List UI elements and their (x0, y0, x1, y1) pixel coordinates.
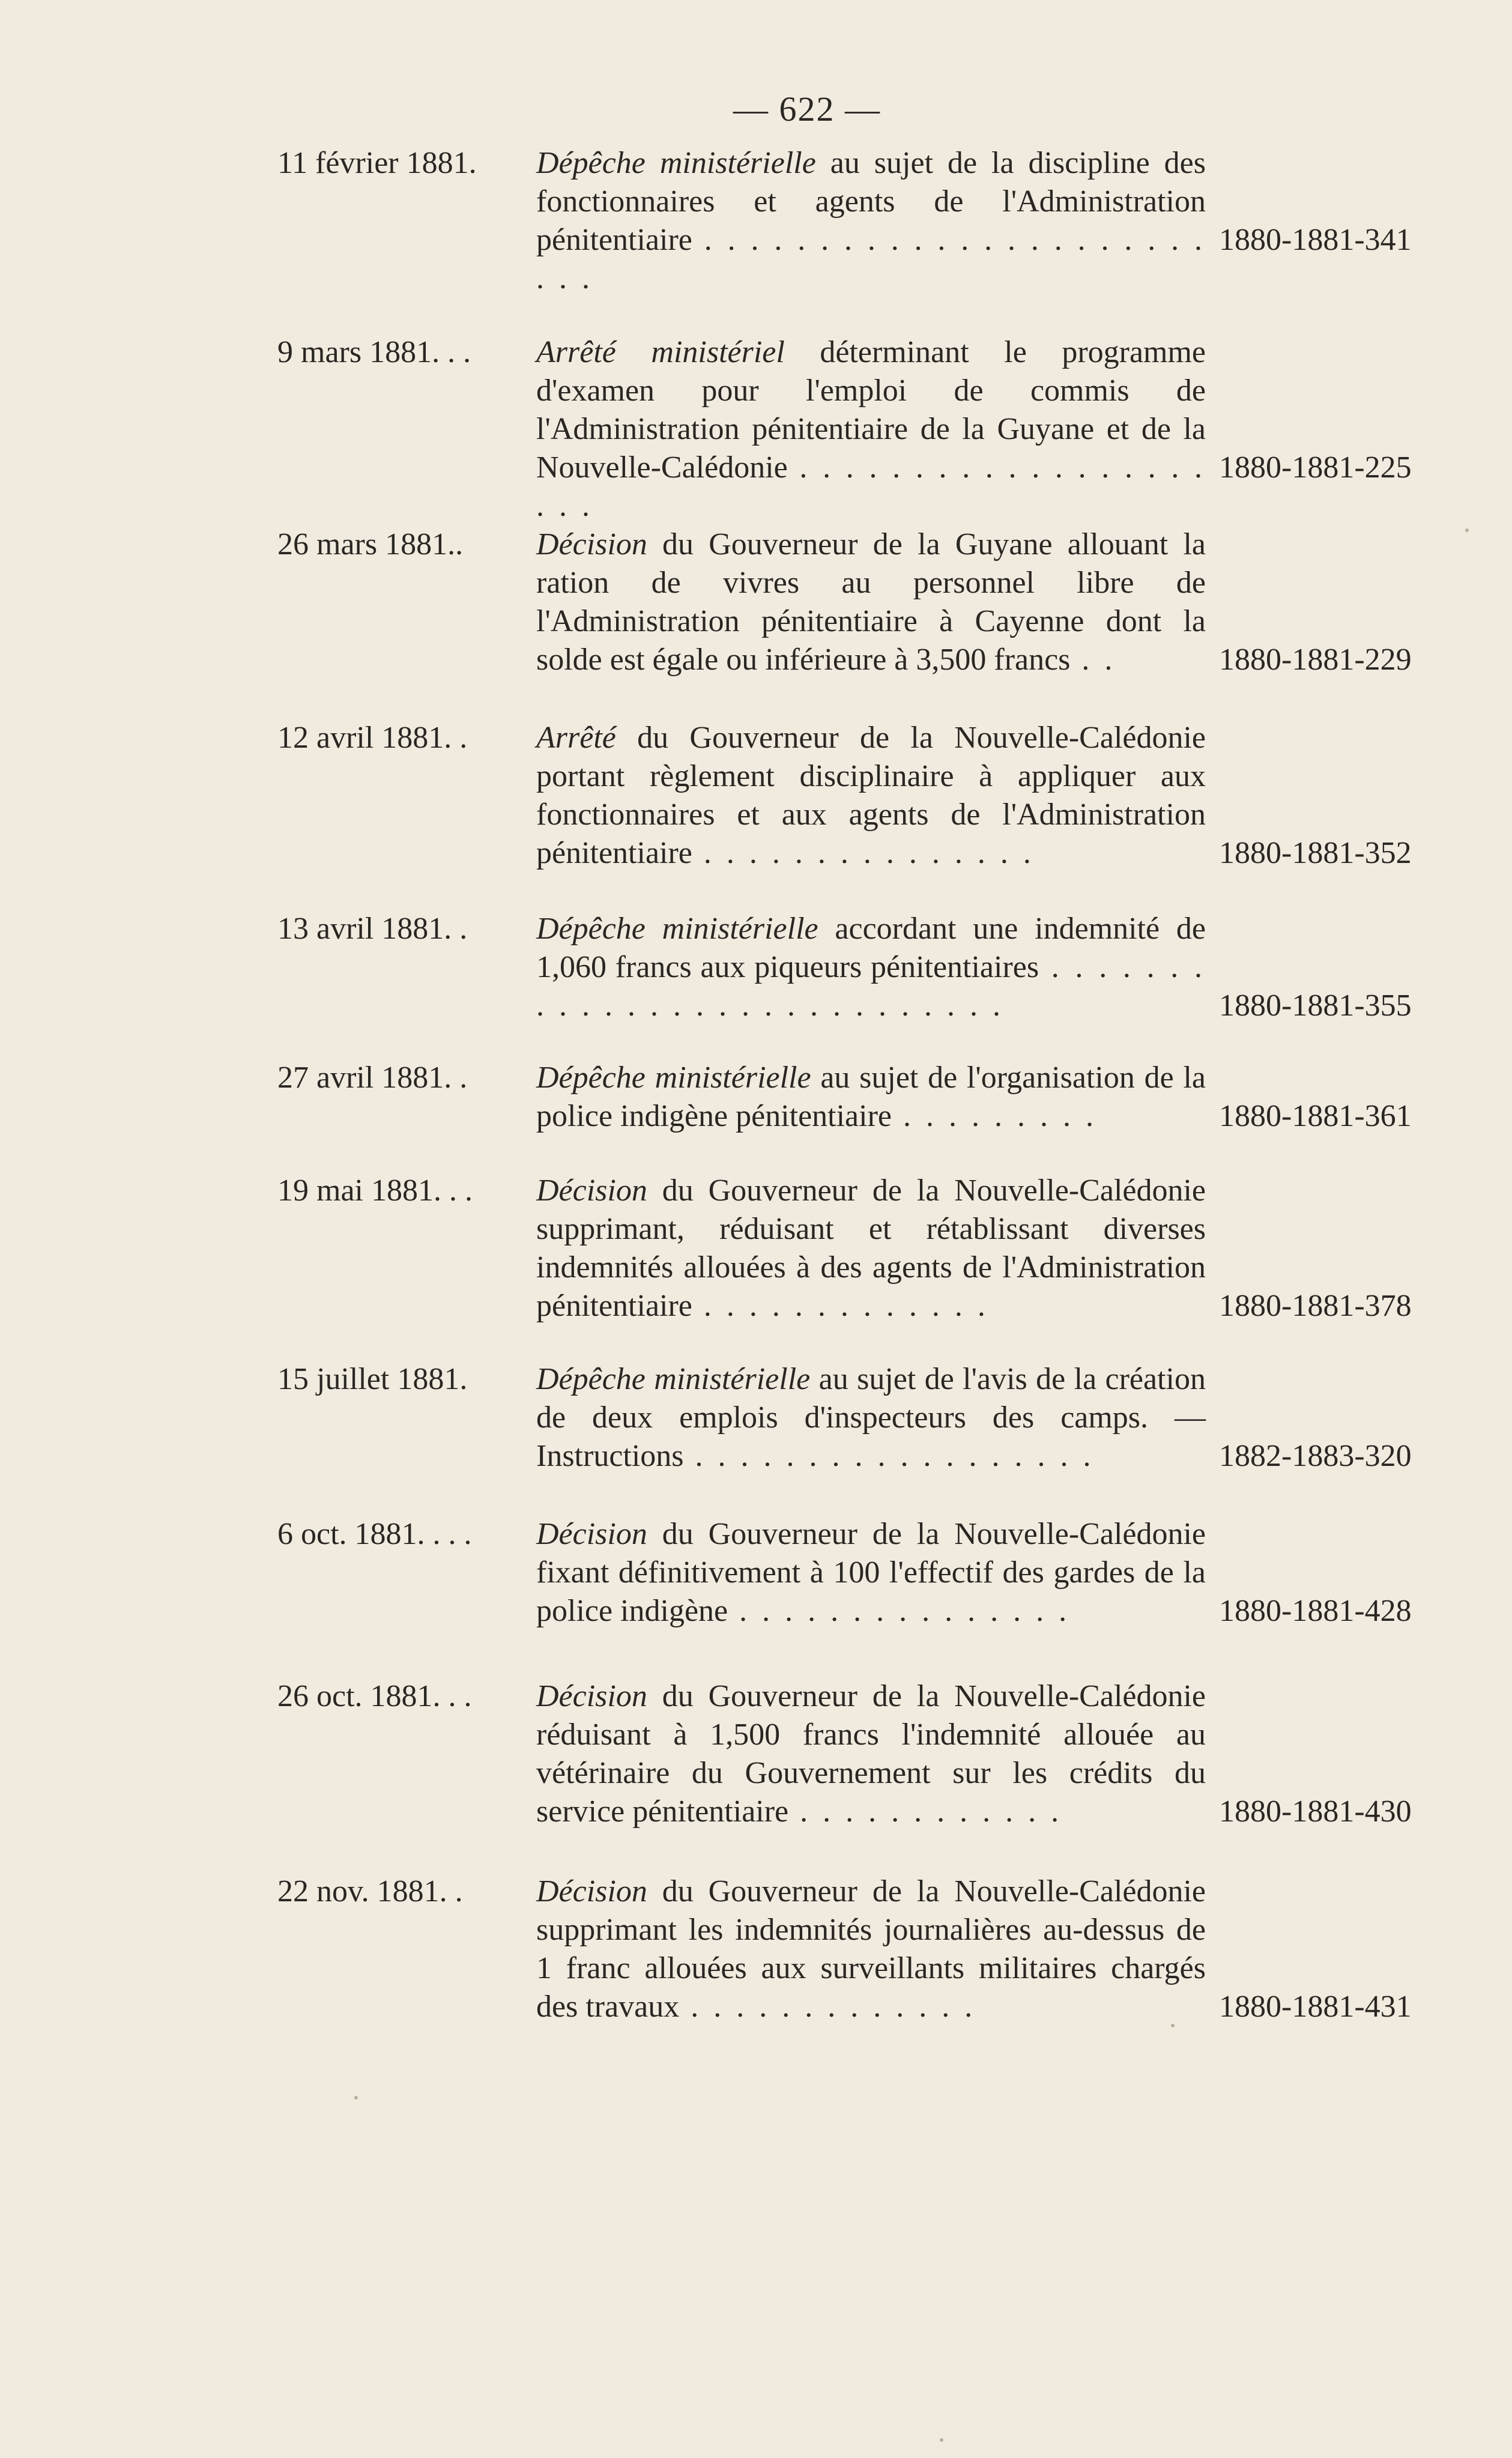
entry-description (536, 1872, 1206, 2026)
entry (0, 1360, 1512, 1515)
entry-act-type: Dépêche ministérielle (536, 1362, 811, 1396)
entry (0, 144, 1512, 333)
entry-reference: 1882-1883-320 (1219, 1439, 1412, 1473)
entry-reference: 1880-1881-341 (1219, 223, 1412, 257)
entry (0, 719, 1512, 910)
entry-text: au sujet de l'organisation de la police indigène pénitentiaire (536, 1061, 1206, 1133)
entry-description (536, 1677, 1206, 1831)
entry-date: 9 mars 1881. . . (277, 335, 471, 369)
entry-act-type: Décision (536, 1679, 647, 1713)
entry-text: du Gouverneur de la Nouvelle-Calédonie supprimant, réduisant et rétablissant diverses indemnités allouées à des agents de l'Administration pénitentiaire (536, 1173, 1206, 1323)
entry-list (0, 144, 1512, 2053)
paper-speck (1171, 2024, 1175, 2027)
entry-act-type: Décision (536, 1173, 647, 1208)
entry-date: 15 juillet 1881. (277, 1362, 468, 1396)
entry-description (536, 910, 1206, 1025)
entry-act-type: Dépêche ministérielle (536, 912, 818, 946)
entry-act-type: Décision (536, 1517, 647, 1551)
entry-date: 27 avril 1881. . (277, 1061, 468, 1095)
entry-leader-dots: . . . . . . . . . . . . . (692, 1289, 989, 1323)
entry-description (536, 719, 1206, 873)
entry (0, 1872, 1512, 2053)
entry-text: au sujet de la discipline des fonctionnaires et agents de l'Administration pénitentiaire (536, 146, 1206, 257)
entry-description (536, 1515, 1206, 1630)
entry-reference: 1880-1881-361 (1219, 1099, 1412, 1133)
entry-reference: 1880-1881-378 (1219, 1289, 1412, 1323)
entry (0, 525, 1512, 719)
paper-speck (940, 2438, 943, 2442)
entry-date: 26 mars 1881.. (277, 527, 464, 562)
entry-description (536, 1172, 1206, 1325)
entry-text: du Gouverneur de la Nouvelle-Calédonie portant règlement disciplinaire à appliquer aux fonctionnaires et aux agents de l'Administration pénitentiaire (536, 721, 1206, 870)
entry-reference: 1880-1881-225 (1219, 450, 1412, 485)
entry-date: 13 avril 1881. . (277, 912, 468, 946)
entry-reference: 1880-1881-352 (1219, 836, 1412, 870)
entry-description (536, 1360, 1206, 1476)
page-number: — 622 — (733, 89, 881, 129)
paper-speck (354, 2096, 358, 2099)
entry-description (536, 1059, 1206, 1136)
entry-date: 19 mai 1881. . . (277, 1173, 473, 1208)
entry-text: du Gouverneur de la Nouvelle-Calédonie fixant définitivement à 100 l'effectif des gardes de la police indigène (536, 1517, 1206, 1628)
entry-act-type: Arrêté (536, 721, 616, 755)
entry-leader-dots: . . . . . . . . . . . . (788, 1794, 1063, 1829)
entry-reference: 1880-1881-229 (1219, 643, 1412, 677)
entry-text: du Gouverneur de la Nouvelle-Calédonie supprimant les indemnités journalières au-dessus de 1 franc allouées aux surveillants militaires chargés des travaux (536, 1874, 1206, 2024)
entry-leader-dots: . . . . . . . . . . . . . (679, 1990, 976, 2024)
entry-leader-dots: . . . . . . . . . . . . . . . . . . . . . . . . . . . . (536, 950, 1206, 1023)
entry-leader-dots: . . . . . . . . . . . . . . . . . . . . . . . . . (536, 223, 1206, 295)
entry-act-type: Dépêche ministérielle (536, 1061, 811, 1095)
entry-reference: 1880-1881-355 (1219, 988, 1412, 1023)
entry-act-type: Dépêche ministérielle (536, 146, 816, 180)
entry-reference: 1880-1881-430 (1219, 1794, 1412, 1829)
entry-act-type: Arrêté ministériel (536, 335, 785, 369)
entry-leader-dots: . . . . . . . . . . . . . . . (728, 1594, 1071, 1628)
entry-leader-dots: . . . . . . . . . (891, 1099, 1097, 1133)
entry-description (536, 144, 1206, 298)
entry (0, 1172, 1512, 1360)
entry (0, 1677, 1512, 1872)
entry-leader-dots: . . (1070, 643, 1116, 677)
entry (0, 1059, 1512, 1172)
entry-leader-dots: . . . . . . . . . . . . . . . (692, 836, 1035, 870)
entry-description (536, 333, 1206, 525)
entry-date: 11 février 1881. (277, 146, 477, 180)
entry-date: 6 oct. 1881. . . . (277, 1517, 472, 1551)
entry-date: 12 avril 1881. . (277, 721, 468, 755)
entry-text: déterminant le programme d'examen pour l'emploi de commis de l'Administration pénitentiaire de la Guyane et de la Nouvelle-Calédonie (536, 335, 1206, 485)
entry-text: du Gouverneur de la Nouvelle-Calédonie réduisant à 1,500 francs l'indemnité allouée au vétérinaire du Gouvernement sur les crédits du service pénitentiaire (536, 1679, 1206, 1829)
entry (0, 1515, 1512, 1677)
entry-act-type: Décision (536, 1874, 647, 1909)
entry-leader-dots: . . . . . . . . . . . . . . . . . . (683, 1439, 1095, 1473)
entry-text: du Gouverneur de la Guyane allouant la ration de vivres au personnel libre de l'Administration pénitentiaire à Cayenne dont la solde est égale ou inférieure à 3,500 francs (536, 527, 1206, 677)
entry-text: accordant une indemnité de 1,060 francs aux piqueurs pénitentiaires (536, 912, 1206, 984)
entry-leader-dots: . . . . . . . . . . . . . . . . . . . . . (536, 450, 1206, 523)
entry-description (536, 525, 1206, 679)
entry-text: au sujet de l'avis de la création de deux emplois d'inspecteurs des camps. — Instructions (536, 1362, 1206, 1473)
entry-reference: 1880-1881-431 (1219, 1990, 1412, 2024)
entry-date: 22 nov. 1881. . (277, 1874, 463, 1909)
entry (0, 910, 1512, 1059)
entry (0, 333, 1512, 525)
entry-act-type: Décision (536, 527, 647, 562)
entry-reference: 1880-1881-428 (1219, 1594, 1412, 1628)
entry-date: 26 oct. 1881. . . (277, 1679, 472, 1713)
paper-speck (1465, 528, 1469, 532)
